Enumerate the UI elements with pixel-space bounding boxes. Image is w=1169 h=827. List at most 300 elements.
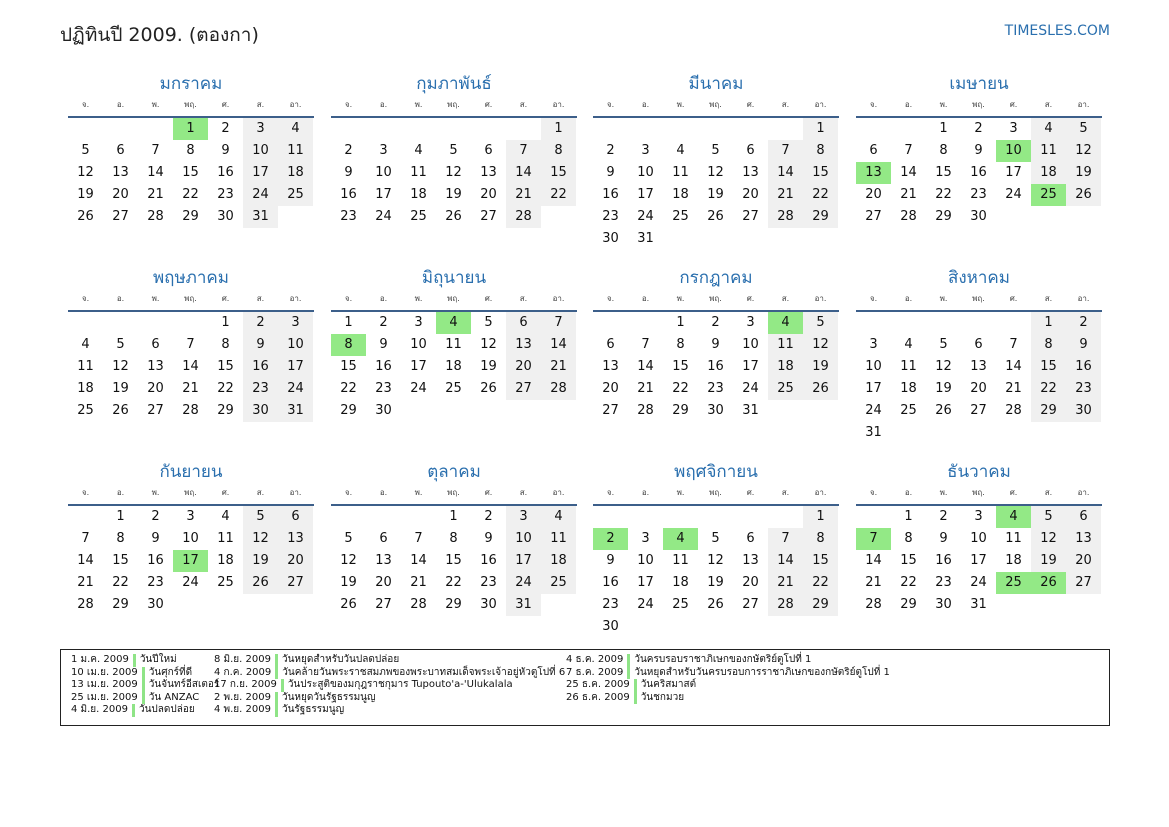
day-cell: 25 <box>768 378 803 400</box>
weekday-label: อา. <box>1077 100 1090 109</box>
day-cell: 25 <box>672 209 689 224</box>
day-cell: 2 <box>151 509 160 524</box>
day-cell: 30 <box>480 597 497 612</box>
day-cell: 10 <box>182 531 199 546</box>
empty-cell <box>856 506 891 528</box>
weekday-label: พฤ. <box>709 294 722 303</box>
day-cell: 26 <box>112 403 129 418</box>
weekday-header <box>593 290 839 310</box>
day-cell: 5 <box>484 315 493 330</box>
day-cell: 30 <box>1066 400 1101 422</box>
holiday-day-cell: 8 <box>331 334 366 356</box>
day-cell: 6 <box>484 143 493 158</box>
day-cell: 8 <box>676 337 685 352</box>
holiday-date: 4 พ.ย. 2009 <box>214 704 278 717</box>
day-cell: 27 <box>865 209 882 224</box>
weekday-label: อ. <box>116 294 125 303</box>
empty-cell <box>366 506 401 528</box>
day-cell: 21 <box>865 575 882 590</box>
day-cell: 11 <box>672 165 689 180</box>
month-block <box>331 460 577 616</box>
month-block <box>331 72 577 228</box>
day-grid <box>593 312 839 422</box>
day-cell: 24 <box>742 381 759 396</box>
weekday-label: ส. <box>519 488 528 497</box>
month-name: มีนาคม <box>688 74 744 94</box>
day-cell: 22 <box>445 575 462 590</box>
month-name: ธันวาคม <box>947 462 1011 482</box>
day-cell: 5 <box>711 143 720 158</box>
day-cell: 10 <box>637 553 654 568</box>
weekday-label: ศ. <box>484 294 493 303</box>
day-cell: 1 <box>803 506 838 528</box>
day-cell: 26 <box>1066 184 1101 206</box>
day-cell: 5 <box>243 506 278 528</box>
weekday-label: อ. <box>641 294 650 303</box>
day-cell: 23 <box>602 597 619 612</box>
day-cell: 14 <box>637 359 654 374</box>
day-cell: 22 <box>541 184 576 206</box>
day-cell: 19 <box>707 575 724 590</box>
day-cell: 17 <box>278 356 313 378</box>
day-cell: 22 <box>803 572 838 594</box>
day-cell: 5 <box>1031 506 1066 528</box>
day-cell: 13 <box>602 359 619 374</box>
day-cell: 4 <box>414 143 423 158</box>
weekday-label: พฤ. <box>447 100 460 109</box>
day-cell: 15 <box>672 359 689 374</box>
month-block <box>856 460 1102 616</box>
day-cell: 22 <box>803 184 838 206</box>
day-cell: 7 <box>768 528 803 550</box>
day-cell: 16 <box>935 553 952 568</box>
weekday-label: พ. <box>676 488 685 497</box>
weekday-label: อ. <box>116 488 125 497</box>
weekday-header <box>593 96 839 116</box>
day-cell: 21 <box>506 184 541 206</box>
day-cell: 21 <box>541 356 576 378</box>
day-cell: 21 <box>900 187 917 202</box>
weekday-label: อา. <box>289 294 302 303</box>
day-cell: 12 <box>1031 528 1066 550</box>
weekday-label: ส. <box>519 100 528 109</box>
empty-cell <box>506 118 541 140</box>
empty-cell <box>471 118 506 140</box>
day-cell: 14 <box>768 550 803 572</box>
day-cell: 28 <box>147 209 164 224</box>
day-cell: 31 <box>278 400 313 422</box>
weekday-label: พ. <box>151 100 160 109</box>
day-cell: 23 <box>480 575 497 590</box>
weekday-header <box>331 484 577 504</box>
weekday-label: อ. <box>904 488 913 497</box>
day-cell: 3 <box>278 312 313 334</box>
day-cell: 10 <box>375 165 392 180</box>
weekday-header <box>856 290 1102 310</box>
day-cell: 17 <box>375 187 392 202</box>
weekday-label: จ. <box>81 100 90 109</box>
day-cell: 25 <box>672 597 689 612</box>
weekday-label: จ. <box>344 488 353 497</box>
day-cell: 19 <box>1031 550 1066 572</box>
empty-cell <box>733 118 768 140</box>
day-cell: 4 <box>221 509 230 524</box>
holiday-date: 25 เม.ย. 2009 <box>71 692 145 705</box>
day-cell: 3 <box>1009 121 1018 136</box>
empty-cell <box>138 118 173 140</box>
day-cell: 13 <box>506 334 541 356</box>
empty-cell <box>331 506 366 528</box>
day-cell: 9 <box>379 337 388 352</box>
holiday-entry <box>214 679 513 692</box>
day-cell: 10 <box>278 334 313 356</box>
day-cell: 6 <box>278 506 313 528</box>
day-cell: 28 <box>900 209 917 224</box>
day-cell: 8 <box>449 531 458 546</box>
day-cell: 8 <box>803 140 838 162</box>
month-name: กุมภาพันธ์ <box>416 74 492 94</box>
holiday-day-cell: 13 <box>856 162 891 184</box>
weekday-label: พ. <box>414 488 423 497</box>
empty-cell <box>103 118 138 140</box>
weekday-label: ส. <box>1044 294 1053 303</box>
weekday-label: อ. <box>116 100 125 109</box>
day-cell: 7 <box>506 140 541 162</box>
day-cell: 1 <box>904 509 913 524</box>
empty-cell <box>961 312 996 334</box>
weekday-label: พ. <box>414 100 423 109</box>
month-name: มกราคม <box>159 74 223 94</box>
weekday-label: ส. <box>256 488 265 497</box>
day-cell: 9 <box>606 165 615 180</box>
day-cell: 5 <box>344 531 353 546</box>
day-cell: 17 <box>1005 165 1022 180</box>
day-cell: 18 <box>217 553 234 568</box>
day-cell: 16 <box>217 165 234 180</box>
holiday-entry <box>71 692 199 705</box>
weekday-label: พ. <box>939 100 948 109</box>
day-cell: 6 <box>869 143 878 158</box>
day-cell: 27 <box>480 209 497 224</box>
day-cell: 17 <box>742 359 759 374</box>
empty-cell <box>856 312 891 334</box>
day-cell: 29 <box>672 403 689 418</box>
weekday-label: พฤ. <box>447 294 460 303</box>
day-cell: 20 <box>742 575 759 590</box>
month-name: กันยายน <box>159 462 223 482</box>
weekday-label: อา. <box>814 100 827 109</box>
holiday-name: วันคล้ายวันพระราชสมภพของพระบาทสมเด็จพระเจ้าอยู่หัวตูโปที่ 6 <box>282 666 566 678</box>
day-cell: 3 <box>506 506 541 528</box>
day-cell: 4 <box>541 506 576 528</box>
weekday-label: จ. <box>344 100 353 109</box>
day-cell: 25 <box>77 403 94 418</box>
day-cell: 2 <box>1066 312 1101 334</box>
day-cell: 3 <box>186 509 195 524</box>
day-cell: 10 <box>865 359 882 374</box>
day-cell: 17 <box>410 359 427 374</box>
empty-cell <box>138 312 173 334</box>
empty-cell <box>733 506 768 528</box>
day-cell: 24 <box>970 575 987 590</box>
day-cell: 2 <box>974 121 983 136</box>
weekday-header <box>68 96 314 116</box>
day-cell: 11 <box>541 528 576 550</box>
day-cell: 12 <box>707 165 724 180</box>
day-cell: 20 <box>375 575 392 590</box>
weekday-label: พ. <box>414 294 423 303</box>
day-cell: 5 <box>1066 118 1101 140</box>
day-cell: 22 <box>182 187 199 202</box>
weekday-label: พฤ. <box>447 488 460 497</box>
day-cell: 14 <box>1005 359 1022 374</box>
day-cell: 29 <box>445 597 462 612</box>
weekday-label: พ. <box>939 488 948 497</box>
day-cell: 24 <box>637 597 654 612</box>
day-cell: 16 <box>480 553 497 568</box>
day-cell: 9 <box>606 553 615 568</box>
day-cell: 5 <box>449 143 458 158</box>
day-cell: 18 <box>77 381 94 396</box>
day-cell: 27 <box>147 403 164 418</box>
month-name: พฤศจิกายน <box>674 462 758 482</box>
weekday-label: อา. <box>1077 488 1090 497</box>
day-cell: 21 <box>637 381 654 396</box>
day-cell: 20 <box>602 381 619 396</box>
holiday-date: 26 ธ.ค. 2009 <box>566 692 637 705</box>
day-cell: 12 <box>707 553 724 568</box>
day-cell: 29 <box>803 594 838 616</box>
day-cell: 8 <box>904 531 913 546</box>
weekday-label: ส. <box>519 294 528 303</box>
day-cell: 26 <box>935 403 952 418</box>
day-cell: 8 <box>186 143 195 158</box>
day-cell: 23 <box>375 381 392 396</box>
weekday-label: ส. <box>781 488 790 497</box>
month-name: สิงหาคม <box>947 268 1010 288</box>
day-cell: 25 <box>217 575 234 590</box>
day-cell: 3 <box>641 531 650 546</box>
holiday-day-cell: 4 <box>768 312 803 334</box>
day-cell: 30 <box>602 231 619 246</box>
day-cell: 27 <box>112 209 129 224</box>
day-cell: 31 <box>865 425 882 440</box>
weekday-label: อา. <box>814 294 827 303</box>
holiday-date: 13 เม.ย. 2009 <box>71 679 145 692</box>
day-cell: 17 <box>637 575 654 590</box>
day-cell: 18 <box>278 162 313 184</box>
day-cell: 29 <box>340 403 357 418</box>
day-cell: 25 <box>278 184 313 206</box>
day-cell: 3 <box>414 315 423 330</box>
day-cell: 24 <box>410 381 427 396</box>
day-cell: 27 <box>375 597 392 612</box>
empty-cell <box>173 312 208 334</box>
day-cell: 1 <box>803 118 838 140</box>
day-cell: 24 <box>637 209 654 224</box>
day-cell: 18 <box>541 550 576 572</box>
day-cell: 22 <box>900 575 917 590</box>
day-cell: 8 <box>1031 334 1066 356</box>
holiday-day-cell: 2 <box>593 528 628 550</box>
empty-cell <box>68 312 103 334</box>
month-block <box>331 266 577 422</box>
day-cell: 8 <box>221 337 230 352</box>
day-cell: 21 <box>182 381 199 396</box>
day-cell: 14 <box>506 162 541 184</box>
weekday-label: พ. <box>676 100 685 109</box>
day-cell: 2 <box>344 143 353 158</box>
day-cell: 28 <box>768 206 803 228</box>
day-cell: 10 <box>970 531 987 546</box>
empty-cell <box>891 118 926 140</box>
holiday-name: วันปลดปล่อย <box>138 704 195 716</box>
day-cell: 11 <box>1031 140 1066 162</box>
day-cell: 5 <box>81 143 90 158</box>
weekday-header <box>856 96 1102 116</box>
weekday-label: อ. <box>641 488 650 497</box>
weekday-label: จ. <box>344 294 353 303</box>
holiday-date: 4 ก.ค. 2009 <box>214 667 278 680</box>
day-cell: 25 <box>445 381 462 396</box>
day-cell: 13 <box>375 553 392 568</box>
holiday-day-cell: 25 <box>996 572 1031 594</box>
day-cell: 20 <box>970 381 987 396</box>
day-cell: 19 <box>445 187 462 202</box>
weekday-label: พ. <box>151 488 160 497</box>
day-cell: 6 <box>506 312 541 334</box>
day-cell: 6 <box>746 531 755 546</box>
day-grid <box>593 506 839 638</box>
day-cell: 29 <box>900 597 917 612</box>
day-cell: 19 <box>1066 162 1101 184</box>
empty-cell <box>401 506 436 528</box>
day-cell: 29 <box>217 403 234 418</box>
day-cell: 20 <box>1066 550 1101 572</box>
day-cell: 3 <box>379 143 388 158</box>
day-cell: 15 <box>445 553 462 568</box>
day-cell: 21 <box>768 572 803 594</box>
day-cell: 2 <box>484 509 493 524</box>
day-cell: 2 <box>243 312 278 334</box>
day-cell: 26 <box>243 572 278 594</box>
day-cell: 27 <box>278 572 313 594</box>
day-grid <box>593 118 839 250</box>
weekday-label: ศ. <box>746 100 755 109</box>
holiday-list <box>60 649 1110 726</box>
weekday-label: ศ. <box>746 488 755 497</box>
day-cell: 18 <box>900 381 917 396</box>
day-cell: 7 <box>541 312 576 334</box>
day-cell: 10 <box>506 528 541 550</box>
day-cell: 6 <box>1066 506 1101 528</box>
day-cell: 11 <box>217 531 234 546</box>
day-cell: 13 <box>970 359 987 374</box>
day-cell: 17 <box>506 550 541 572</box>
weekday-header <box>856 484 1102 504</box>
month-block <box>68 266 314 422</box>
day-cell: 2 <box>221 121 230 136</box>
empty-cell <box>628 506 663 528</box>
day-cell: 2 <box>939 509 948 524</box>
empty-cell <box>401 118 436 140</box>
day-cell: 7 <box>414 531 423 546</box>
day-cell: 11 <box>672 553 689 568</box>
day-cell: 1 <box>939 121 948 136</box>
weekday-header <box>593 484 839 504</box>
empty-cell <box>698 118 733 140</box>
day-cell: 10 <box>742 337 759 352</box>
day-cell: 15 <box>1031 356 1066 378</box>
day-cell: 1 <box>116 509 125 524</box>
day-cell: 15 <box>900 553 917 568</box>
day-cell: 13 <box>278 528 313 550</box>
holiday-entry <box>566 679 696 692</box>
weekday-label: ศ. <box>484 488 493 497</box>
holiday-entry <box>214 704 344 717</box>
day-cell: 1 <box>1031 312 1066 334</box>
day-cell: 11 <box>278 140 313 162</box>
weekday-label: อ. <box>379 294 388 303</box>
day-cell: 28 <box>541 378 576 400</box>
day-cell: 30 <box>707 403 724 418</box>
weekday-label: พฤ. <box>972 294 985 303</box>
day-cell: 29 <box>803 206 838 228</box>
day-cell: 19 <box>340 575 357 590</box>
day-cell: 24 <box>375 209 392 224</box>
weekday-label: อา. <box>552 100 565 109</box>
holiday-name: วันคริสมาสต์ <box>640 679 697 691</box>
site-link[interactable]: TIMESLES.COM <box>1004 23 1110 39</box>
day-cell: 7 <box>186 337 195 352</box>
weekday-label: จ. <box>869 100 878 109</box>
day-cell: 29 <box>112 597 129 612</box>
holiday-entry <box>214 654 399 667</box>
day-cell: 8 <box>541 140 576 162</box>
day-cell: 11 <box>1005 531 1022 546</box>
weekday-label: ส. <box>256 294 265 303</box>
holiday-date: 17 ก.ย. 2009 <box>214 679 284 692</box>
day-cell: 11 <box>900 359 917 374</box>
day-cell: 12 <box>1066 140 1101 162</box>
weekday-label: ศ. <box>1009 294 1018 303</box>
weekday-label: พ. <box>151 294 160 303</box>
day-cell: 7 <box>1009 337 1018 352</box>
day-cell: 14 <box>410 553 427 568</box>
day-cell: 15 <box>803 550 838 572</box>
day-cell: 15 <box>803 162 838 184</box>
day-cell: 12 <box>112 359 129 374</box>
weekday-label: พฤ. <box>709 100 722 109</box>
month-name: พฤษภาคม <box>152 268 230 288</box>
day-cell: 24 <box>243 184 278 206</box>
empty-cell <box>68 118 103 140</box>
holiday-day-cell: 7 <box>856 528 891 550</box>
day-cell: 14 <box>77 553 94 568</box>
day-grid <box>68 312 314 422</box>
holiday-name: วันประสูติของมกุฎราชกุมาร Tupouto'a-'Ulukalala <box>287 679 513 691</box>
day-cell: 28 <box>410 597 427 612</box>
day-cell: 20 <box>865 187 882 202</box>
day-cell: 16 <box>602 575 619 590</box>
day-grid <box>856 118 1102 228</box>
day-cell: 21 <box>768 184 803 206</box>
month-block <box>593 460 839 638</box>
day-cell: 30 <box>243 400 278 422</box>
day-cell: 24 <box>865 403 882 418</box>
day-cell: 18 <box>1031 162 1066 184</box>
weekday-label: พฤ. <box>184 100 197 109</box>
